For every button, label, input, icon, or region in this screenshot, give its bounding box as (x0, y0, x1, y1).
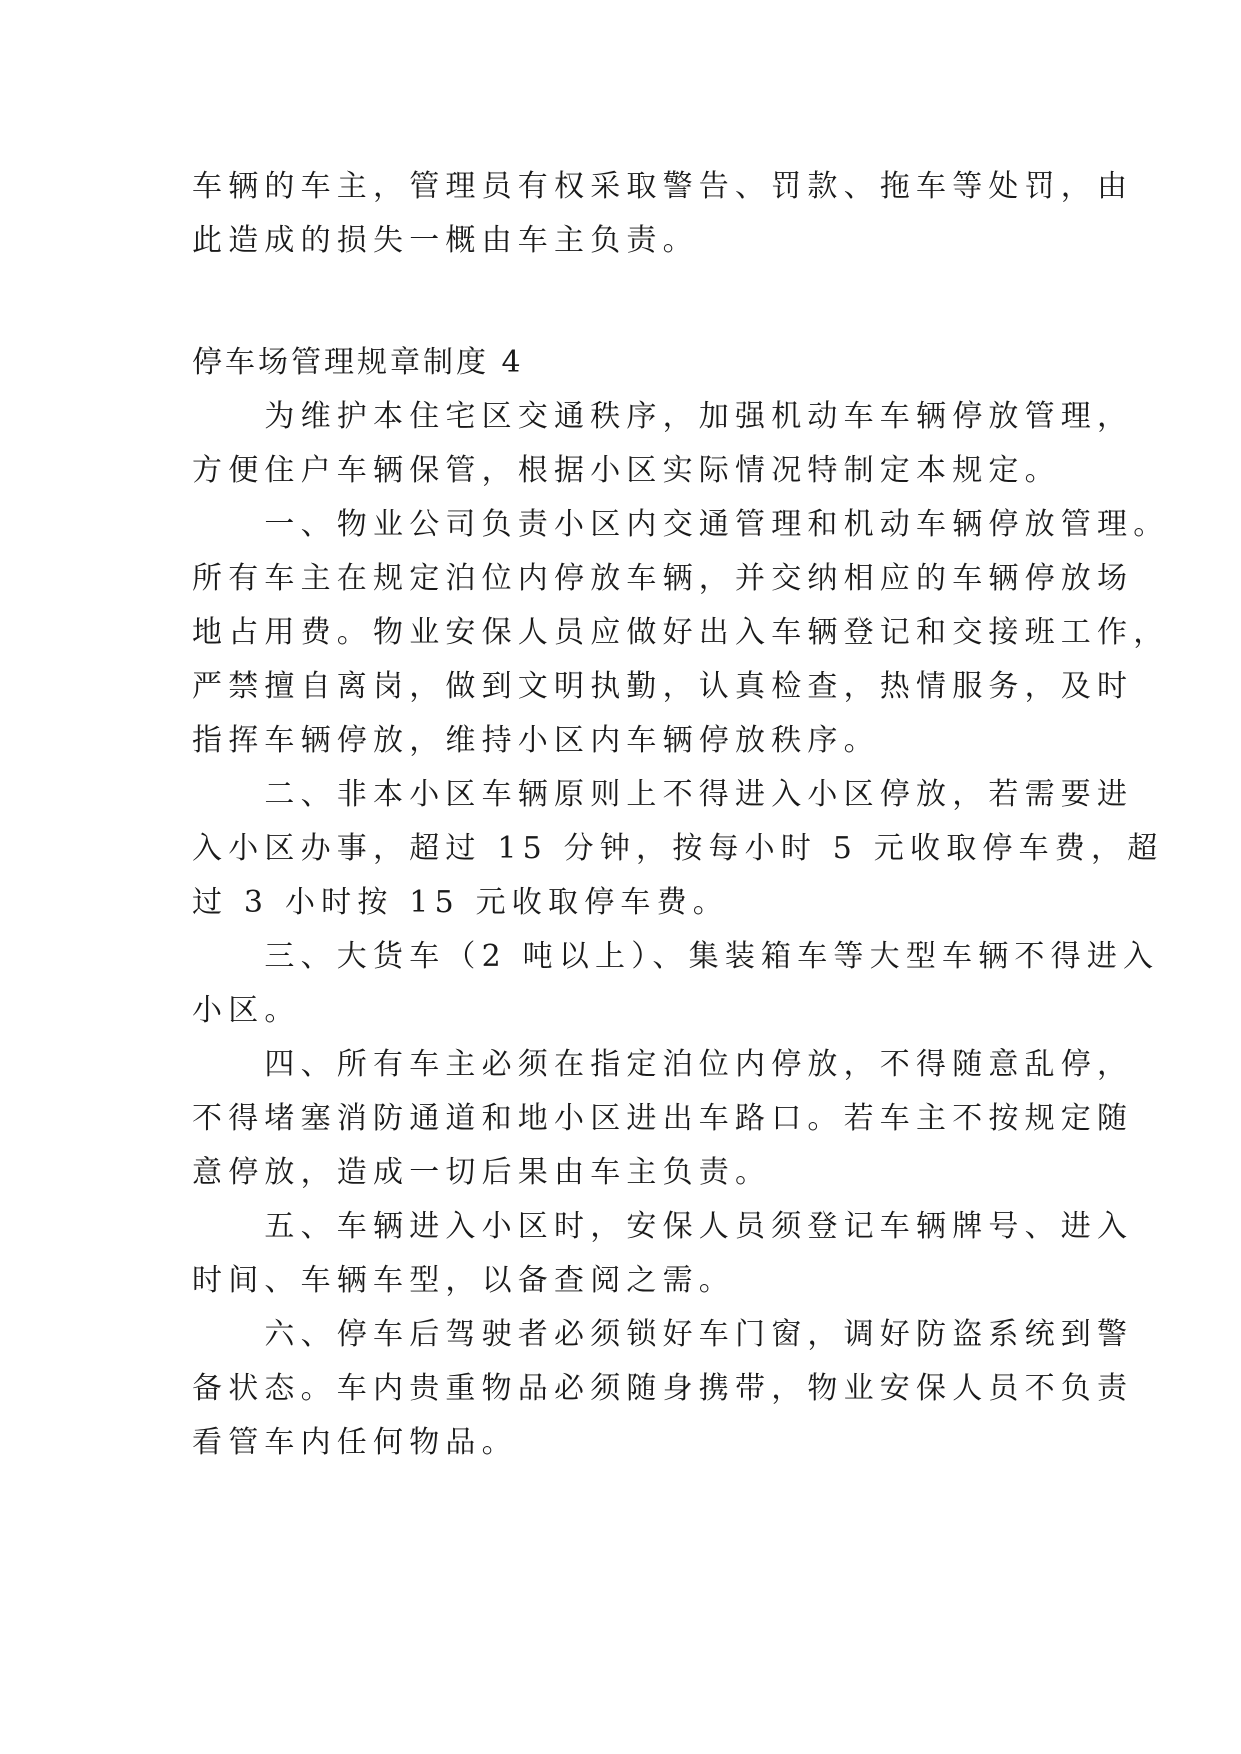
text-line: 为维护本住宅区交通秩序，加强机动车车辆停放管理， (192, 399, 1134, 434)
section-gap (192, 268, 1052, 336)
text-line: 小区。 (192, 993, 301, 1028)
text-line: 意停放，造成一切后果由车主负责。 (192, 1155, 772, 1190)
text-line: 严禁擅自离岗，做到文明执勤，认真检查，热情服务，及时 (192, 669, 1134, 704)
text-line: 六、停车后驾驶者必须锁好车门窗，调好防盗系统到警 (192, 1317, 1134, 1352)
text-line: 四、所有车主必须在指定泊位内停放，不得随意乱停， (192, 1047, 1134, 1082)
text-line: 方便住户车辆保管，根据小区实际情况特制定本规定。 (192, 453, 1061, 488)
text-line: 看管车内任何物品。 (192, 1425, 518, 1460)
text-line: 三、大货车（2 吨以上）、集装箱车等大型车辆不得进入 (192, 939, 1160, 974)
text-line: 一、物业公司负责小区内交通管理和机动车辆停放管理。 (192, 507, 1170, 542)
text-line: 地占用费。物业安保人员应做好出入车辆登记和交接班工作， (192, 615, 1170, 650)
document-page (192, 160, 1170, 1470)
section-heading: 停车场管理规章制度 4 (192, 345, 524, 380)
text-line: 所有车主在规定泊位内停放车辆，并交纳相应的车辆停放场 (192, 561, 1134, 596)
text-line: 过 3 小时按 15 元收取停车费。 (192, 885, 730, 920)
text-line: 不得堵塞消防通道和地小区进出车路口。若车主不按规定随 (192, 1101, 1134, 1136)
text-line: 车辆的车主，管理员有权采取警告、罚款、拖车等处罚，由 (192, 169, 1134, 204)
text-line: 入小区办事，超过 15 分钟，按每小时 5 元收取停车费，超 (192, 831, 1164, 866)
text-line: 此造成的损失一概由车主负责。 (192, 223, 699, 258)
text-line: 备状态。车内贵重物品必须随身携带，物业安保人员不负责 (192, 1371, 1134, 1406)
text-line: 二、非本小区车辆原则上不得进入小区停放，若需要进 (192, 777, 1134, 812)
text-line: 时间、车辆车型，以备查阅之需。 (192, 1263, 735, 1298)
text-line: 指挥车辆停放，维持小区内车辆停放秩序。 (192, 723, 880, 758)
text-line: 五、车辆进入小区时，安保人员须登记车辆牌号、进入 (192, 1209, 1134, 1244)
